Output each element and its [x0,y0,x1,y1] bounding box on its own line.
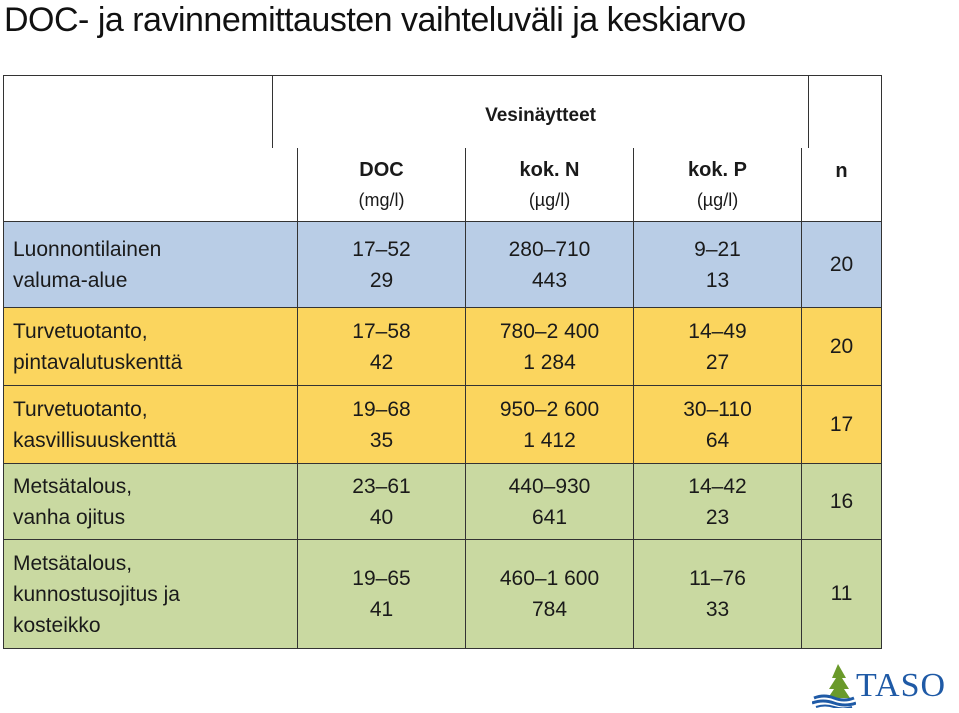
row-label-line: Turvetuotanto, [13,397,148,421]
kok-p-cell [634,464,802,540]
kok-p-cell [634,540,802,649]
header-empty-cell [3,148,298,222]
table-row [3,308,882,386]
mean-value: 23 [705,505,730,529]
logo-text: TASO [856,667,947,704]
table-header-group-row [3,75,882,148]
table-header-row [3,148,882,222]
range-value: 780–2 400 [499,319,600,343]
mean-value: 27 [705,350,730,374]
data-table [3,75,882,649]
row-label [3,386,298,464]
header-empty-cell [809,75,882,148]
column-unit: (µg/l) [528,189,571,210]
column-name: kok. N [519,158,580,181]
page-title: DOC- ja ravinnemittausten vaihteluväli ja keskiarvo [4,1,746,39]
count-cell: 16 [802,464,882,540]
kok-n-cell [466,540,634,649]
range-value: 440–930 [508,474,591,498]
kok-n-cell [466,386,634,464]
column-name: n [835,160,848,182]
doc-cell [298,540,466,649]
column-unit: (µg/l) [696,189,739,210]
tree-water-icon [812,662,856,708]
column-name: kok. P [688,158,747,181]
row-label-line: vanha ojitus [13,505,126,529]
row-label [3,222,298,308]
header-empty-cell [3,75,273,148]
mean-value: 33 [705,598,730,621]
range-value: 11–76 [689,567,746,590]
kok-p-cell [634,308,802,386]
count-cell: 11 [802,540,882,649]
range-value: 19–68 [352,397,411,421]
row-label-line: Turvetuotanto, [13,319,148,343]
column-unit: (mg/l) [358,189,405,210]
row-label-line: kasvillisuuskenttä [13,428,177,452]
range-value: 460–1 600 [499,567,600,590]
kok-n-cell [466,464,634,540]
row-label-line: valuma-alue [13,268,128,292]
row-label [3,540,298,649]
count-cell: 20 [802,308,882,386]
table-row [3,540,882,649]
group-header: Vesinäytteet [273,75,808,148]
row-label-line: pintavalutuskenttä [13,350,183,374]
mean-value: 41 [369,598,394,621]
range-value: 17–52 [352,237,411,261]
range-value: 23–61 [352,474,411,498]
table-row [3,222,882,308]
doc-cell [298,222,466,308]
range-value: 30–110 [683,397,752,421]
range-value: 19–65 [352,567,411,590]
kok-n-cell [466,222,634,308]
column-name: DOC [359,158,404,181]
taso-logo [812,662,956,708]
row-label-line: Metsätalous, [13,474,133,498]
column-header-n [802,148,882,222]
kok-n-cell [466,308,634,386]
count-cell: 20 [802,222,882,308]
mean-value: 641 [531,505,568,529]
count-cell: 17 [802,386,882,464]
mean-value: 443 [531,268,568,292]
mean-value: 64 [705,428,730,452]
range-value: 17–58 [352,319,411,343]
range-value: 950–2 600 [499,397,600,421]
mean-value: 35 [369,428,394,452]
mean-value: 13 [705,268,730,292]
table-row [3,464,882,540]
doc-cell [298,386,466,464]
mean-value: 40 [369,505,394,529]
column-header-kok-n [466,148,634,222]
range-value: 14–49 [688,319,747,343]
mean-value: 1 412 [523,428,576,452]
mean-value: 42 [369,350,394,374]
column-header-doc [298,148,466,222]
doc-cell [298,308,466,386]
column-header-kok-p [634,148,802,222]
range-value: 9–21 [694,237,741,261]
row-label [3,464,298,540]
range-value: 14–42 [688,474,747,498]
row-label-line: kunnostusojitus ja [13,582,180,606]
doc-cell [298,464,466,540]
row-label-line: Luonnontilainen [13,237,162,261]
range-value: 280–710 [508,237,591,261]
table-row [3,386,882,464]
row-label [3,308,298,386]
kok-p-cell [634,386,802,464]
mean-value: 29 [369,268,394,292]
row-label-line: Metsätalous, [13,551,133,575]
row-label-line: kosteikko [13,613,101,637]
mean-value: 1 284 [523,350,576,374]
kok-p-cell [634,222,802,308]
mean-value: 784 [531,598,568,621]
